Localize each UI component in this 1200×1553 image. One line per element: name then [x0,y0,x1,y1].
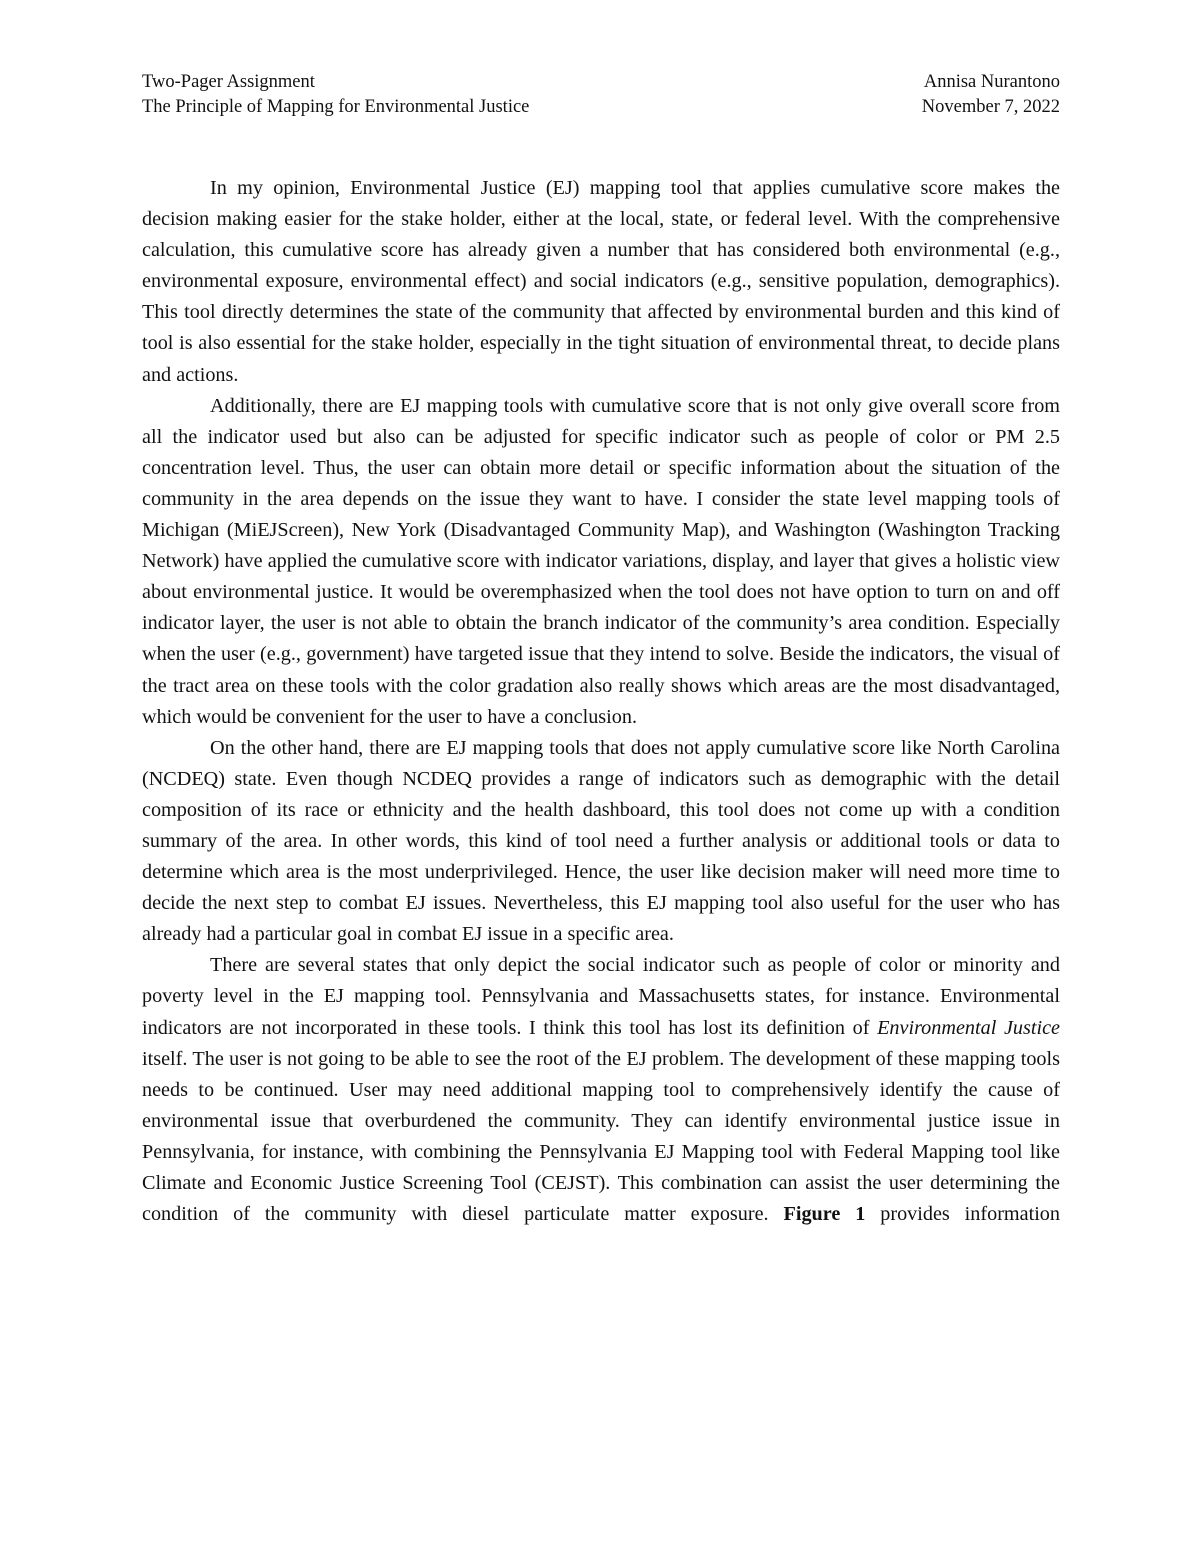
paragraph-3: On the other hand, there are EJ mapping tools that does not apply cumulative score like North Carolina (NCDEQ) state. Even though NCDEQ provides a range of indicators such as demographic with the detail composition of its race or ethnicity and the health dashboard, this tool does not come up with a condition summary of the area. In other words, this kind of tool need a further analysis or additional tools or data to determine which area is the most underprivileged. Hence, the user like decision maker will need more time to decide the next step to combat EJ issues. Nevertheless, this EJ mapping tool also useful for the user who has already had a particular goal in combat EJ issue in a specific area. [142,736,1060,946]
author-name: Annisa Nurantono [923,72,1060,92]
paragraph-4-italic-term: Environmental Justice [877,1016,1060,1039]
paragraph-2: Additionally, there are EJ mapping tools with cumulative score that is not only give overall score from all the indicator used but also can be adjusted for specific indicator such as people of color or PM 2.5 concentration level. Thus, the user can obtain more detail or specific information about the situation of the community in the area depends on the issue they want to have. I consider the state level mapping tools of Michigan (MiEJScreen), New York (Disadvantaged Community Map), and Washington (Washington Tracking Network) have applied the cumulative score with indicator variations, display, and layer that gives a holistic view about environmental justice. It would be overemphasized when the tool does not have option to turn on and off indicator layer, the user is not able to obtain the branch indicator of the community’s area condition. Especially when the user (e.g., government) have targeted issue that they intend to solve. Beside the indicators, the visual of the tract area on these tools with the color gradation also really shows which areas are the most disadvantaged, which would be convenient for the user to have a conclusion. [142,394,1060,728]
document-body [142,173,1060,1230]
paragraph-4-text-b: itself. The user is not going to be able to see the root of the EJ problem. The development of these mapping tools needs to be continued. User may need additional mapping tool to comprehensively identify the cause of environmental issue that overburdened the community. They can identify environmental justice issue in Pennsylvania, for instance, with combining the Pennsylvania EJ Mapping tool with Federal Mapping tool like Climate and Economic Justice Screening Tool (CEJST). This combination can assist the user determining the condition of the community with diesel particulate matter exposure. [142,1047,1060,1226]
paragraph-4-text-c: provides information [865,1203,1060,1226]
document-date: November 7, 2022 [921,97,1060,117]
figure-reference: Figure 1 [783,1203,866,1226]
assignment-type: Two-Pager Assignment [142,72,315,92]
paragraph-4-text-a: There are several states that only depict the social indicator such as people of color or minority and poverty level in the EJ mapping tool. Pennsylvania and Massachusetts states, for instance. Environmental indicators are not incorporated in these tools. I think this tool has lost its definition of [142,954,1060,1039]
paragraph-1: In my opinion, Environmental Justice (EJ) mapping tool that applies cumulative score makes the decision making easier for the stake holder, either at the local, state, or federal level. With the comprehensive calculation, this cumulative score has already given a number that has considered both environmental (e.g., environmental exposure, environmental effect) and social indicators (e.g., sensitive population, demographics). This tool directly determines the state of the community that affected by environmental burden and this kind of tool is also essential for the stake holder, especially in the tight situation of environmental threat, to decide plans and actions. [142,177,1060,386]
document-title: The Principle of Mapping for Environmental Justice [142,97,530,117]
paragraph-4 [142,950,1060,1230]
header-row-1 [142,70,1060,95]
header-row-2 [142,95,1060,120]
page-header [142,70,1060,120]
